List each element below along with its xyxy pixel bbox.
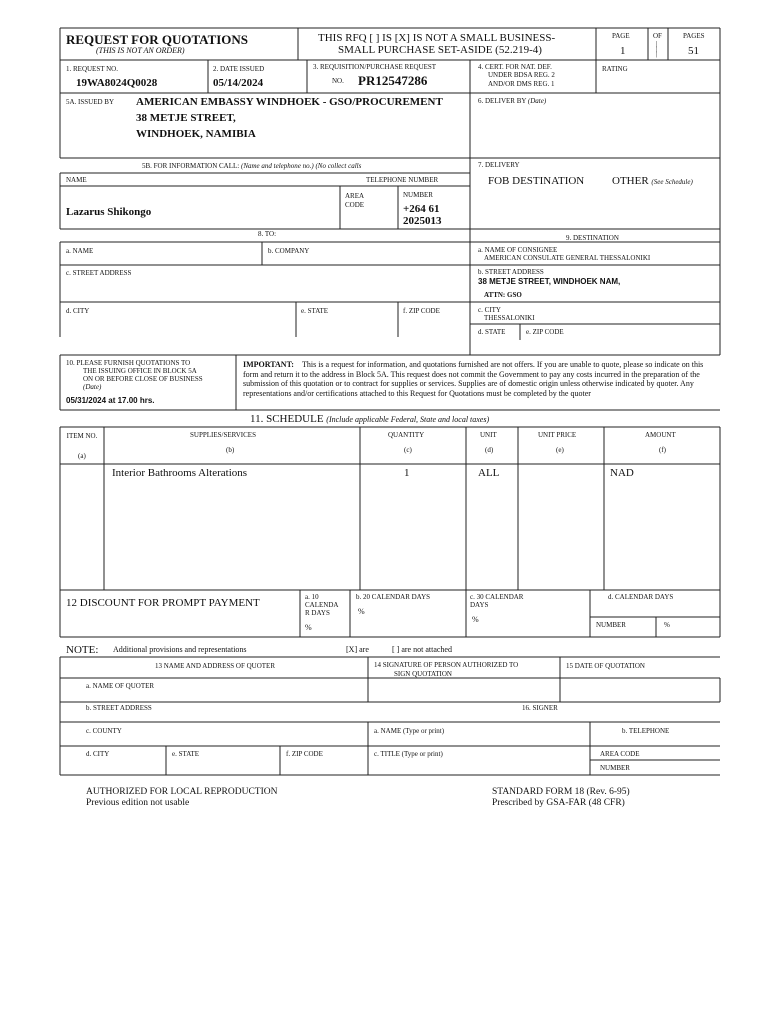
date-of-quotation-label: 15 DATE OF QUOTATION (566, 662, 645, 670)
discount-10-label-3: R DAYS (305, 609, 330, 617)
number-label: NUMBER (403, 191, 433, 199)
schedule-title: 11. SCHEDULE (Include applicable Federal, State and local taxes) (250, 413, 490, 425)
dest-street-value: 38 METJE STREET, WINDHOEK NAM, (478, 277, 621, 286)
discount-10-pct: % (305, 623, 312, 632)
quoter-street-label[interactable]: b. STREET ADDRESS (86, 704, 152, 712)
furnish-line1: 10. PLEASE FURNISH QUOTATIONS TO (66, 359, 191, 367)
col-item-label: ITEM NO. (66, 432, 98, 440)
signer-label: 16. SIGNER (522, 704, 558, 712)
discount-30-label-1: c. 30 CALENDAR (470, 593, 524, 601)
rfq-setaside-line2: SMALL PURCHASE SET-ASIDE (52.219-4) (338, 44, 542, 56)
col-amount-sub: (f) (659, 446, 666, 454)
col-quantity-label: QUANTITY (388, 431, 425, 439)
item-unit: ALL (478, 467, 500, 479)
discount-10-label-1: a. 10 (305, 593, 319, 601)
quoter-zip-label[interactable]: f. ZIP CODE (286, 750, 323, 758)
item-amount: NAD (610, 467, 634, 479)
dest-city-value: THESSALONIKI (484, 314, 535, 322)
dest-zip-label: e. ZIP CODE (526, 328, 564, 336)
date-issued-value: 05/14/2024 (213, 77, 264, 89)
to-zip-label: f. ZIP CODE (403, 307, 440, 315)
to-city-label: d. CITY (66, 307, 90, 315)
signer-number-label[interactable]: NUMBER (600, 764, 630, 772)
contact-number-line2: 2025013 (403, 215, 442, 227)
quoter-name-label[interactable]: a. NAME OF QUOTER (86, 682, 155, 690)
col-supplies-sub: (b) (226, 446, 235, 454)
furnish-date-label: (Date) (83, 383, 102, 391)
item-quantity: 1 (404, 467, 410, 479)
col-unit-sub: (d) (485, 446, 494, 454)
col-quantity-sub: (c) (404, 446, 412, 454)
important-notice: IMPORTANT: This is a request for information, and quotations furnished are not offers. If you are unable to quote, please so indicate on this form and return it to the address in Block 5A. This request does not commit the Government to pay any costs incurred in the preparation of the submission of this quotation or to contract for supplies or services. Supplies are of domestic origin unless otherwise indicated by quoter. Any representations and/or certifications attached to this Request for Quotations must be completed by the quoter (243, 360, 704, 398)
col-unit-price-sub: (e) (556, 446, 564, 454)
contact-number-line1: +264 61 (403, 203, 440, 215)
discount-days-label: d. CALENDAR DAYS (608, 593, 674, 601)
issued-by-label: 5A. ISSUED BY (66, 98, 115, 106)
signer-name-label[interactable]: a. NAME (Type or print) (374, 727, 445, 735)
info-call-label: 5B. FOR INFORMATION CALL: (Name and telephone no.) (No collect calls (142, 162, 362, 170)
page-label: PAGE (612, 32, 630, 40)
note-text: Additional provisions and representations (113, 645, 247, 654)
dest-city-label: c. CITY (478, 306, 501, 314)
signer-area-code-label[interactable]: AREA CODE (600, 750, 640, 758)
requisition-no-label: NO. (332, 77, 344, 85)
furnish-line3: ON OR BEFORE CLOSE OF BUSINESS (83, 375, 203, 383)
discount-20-pct: % (358, 607, 365, 616)
request-no-value: 19WA8024Q0028 (76, 77, 158, 89)
quoter-county-label[interactable]: c. COUNTY (86, 727, 122, 735)
issued-by-line2: 38 METJE STREET, (136, 112, 236, 124)
col-supplies-label: SUPPLIES/SERVICES (190, 431, 256, 439)
col-item-sub: (a) (78, 452, 86, 460)
quoter-state-label[interactable]: e. STATE (172, 750, 200, 758)
cert-label-2: UNDER BDSA REG. 2 (488, 71, 555, 79)
footer-standard-form: STANDARD FORM 18 (Rev. 6-95) (492, 787, 630, 797)
provisions-not-attached-checkbox[interactable]: [ ] are not attached (392, 645, 452, 654)
signer-telephone-label[interactable]: b. TELEPHONE (622, 727, 670, 735)
form-subtitle: (THIS IS NOT AN ORDER) (96, 46, 185, 55)
cert-label-1: 4. CERT. FOR NAT. DEF. (478, 63, 552, 71)
page-number: 1 (620, 45, 626, 57)
footer-prescribed-by: Prescribed by GSA-FAR (48 CFR) (492, 798, 625, 808)
cert-label-3: AND/OR DMS REG. 1 (488, 80, 555, 88)
request-no-label: 1. REQUEST NO. (66, 65, 118, 73)
area-code-label: AREA CODE (345, 192, 365, 209)
form-title: REQUEST FOR QUOTATIONS (66, 32, 249, 47)
requisition-label: 3. REQUISITION/PURCHASE REQUEST (313, 63, 437, 71)
footer-previous-edition: Previous edition not usable (86, 798, 190, 808)
issued-by-line1: AMERICAN EMBASSY WINDHOEK - GSO/PROCUREMENT (136, 96, 443, 108)
delivery-label: 7. DELIVERY (478, 161, 520, 169)
date-issued-label: 2. DATE ISSUED (213, 65, 265, 73)
of-marks: | | | (656, 40, 658, 58)
col-unit-label: UNIT (480, 431, 497, 439)
discount-days-pct: % (664, 621, 670, 629)
contact-name-label: NAME (66, 176, 87, 184)
discount-label: 12 DISCOUNT FOR PROMPT PAYMENT (66, 597, 260, 609)
to-state-label: e. STATE (301, 307, 329, 315)
consignee-value: AMERICAN CONSULATE GENERAL THESSALONIKI (484, 254, 651, 262)
footer-reproduction: AUTHORIZED FOR LOCAL REPRODUCTION (86, 787, 278, 797)
to-label: 8. TO: (258, 230, 277, 238)
to-street-label: c. STREET ADDRESS (66, 269, 132, 277)
contact-name: Lazarus Shikongo (66, 206, 152, 218)
col-amount-label: AMOUNT (645, 431, 676, 439)
signature-label-2: SIGN QUOTATION (394, 670, 452, 678)
requisition-no-value: PR12547286 (358, 73, 428, 88)
provisions-are-checkbox[interactable]: [X] are (346, 645, 369, 654)
dest-street-label: b. STREET ADDRESS (478, 268, 544, 276)
quote-deadline: 05/31/2024 at 17.00 hrs. (66, 396, 155, 405)
dest-attn: ATTN: GSO (484, 291, 522, 299)
quoter-title: 13 NAME AND ADDRESS OF QUOTER (155, 662, 275, 670)
note-label: NOTE: (66, 644, 99, 656)
item-description: Interior Bathrooms Alterations (112, 467, 248, 479)
discount-number-label: NUMBER (596, 621, 626, 629)
consignee-label: a. NAME OF CONSIGNEE (478, 246, 558, 254)
fob-destination: FOB DESTINATION (488, 175, 585, 187)
quoter-city-label[interactable]: d. CITY (86, 750, 110, 758)
pages-label: PAGES (683, 32, 705, 40)
to-company-label: b. COMPANY (268, 247, 310, 255)
rating-label: RATING (602, 65, 628, 73)
dest-state-label: d. STATE (478, 328, 506, 336)
rfq-setaside-line1: THIS RFQ [ ] IS [X] IS NOT A SMALL BUSINESS- (318, 32, 556, 44)
discount-10-label-2: CALENDA (305, 601, 339, 609)
furnish-line2: THE ISSUING OFFICE IN BLOCK 5A (83, 367, 197, 375)
of-label: OF (653, 32, 662, 40)
signature-label-1: 14 SIGNATURE OF PERSON AUTHORIZED TO (374, 661, 519, 669)
deliver-by-label: 6. DELIVER BY (Date) (478, 97, 547, 105)
discount-30-pct: % (472, 615, 479, 624)
total-pages: 51 (688, 45, 699, 57)
discount-20-label: b. 20 CALENDAR DAYS (356, 593, 431, 601)
issued-by-line3: WINDHOEK, NAMIBIA (136, 128, 256, 140)
to-name-label: a. NAME (66, 247, 94, 255)
col-unit-price-label: UNIT PRICE (538, 431, 577, 439)
discount-30-label-2: DAYS (470, 601, 489, 609)
other-delivery: OTHER (See Schedule) (612, 175, 693, 187)
telephone-label: TELEPHONE NUMBER (366, 176, 439, 184)
signer-title-label[interactable]: c. TITLE (Type or print) (374, 750, 443, 758)
destination-label: 9. DESTINATION (566, 234, 619, 242)
